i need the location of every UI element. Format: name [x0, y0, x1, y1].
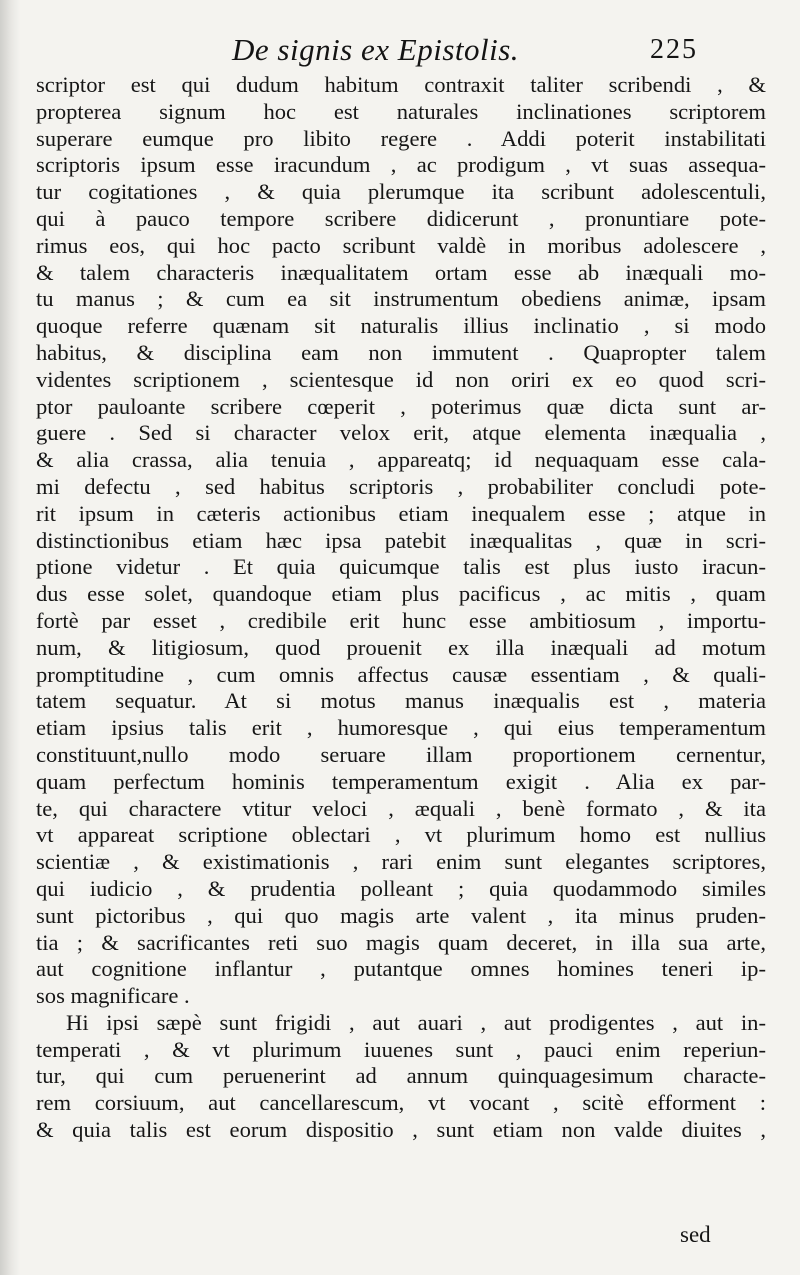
text-line: rit ipsum in cæteris actionibus etiam inequalem esse ; atque in [36, 500, 766, 526]
body-text [36, 72, 766, 1144]
text-line: Hi ipsi sæpè sunt frigidi , aut auari , aut prodigentes , aut in- [66, 1009, 766, 1035]
text-line: scriptoris ipsum esse iracundum , ac prodigum , vt suas assequa- [36, 152, 766, 178]
catchword: sed [680, 1222, 711, 1247]
text-line: scientiæ , & existimationis , rari enim sunt elegantes scriptores, [36, 849, 766, 875]
running-title: De signis ex Epistolis. [232, 32, 520, 67]
text-line: qui iudicio , & prudentia polleant ; quia quodammodo similes [36, 875, 766, 901]
text-line: promptitudine , cum omnis affectus causæ essentiam , & quali- [36, 661, 766, 687]
text-line: sunt pictoribus , qui quo magis arte valent , ita minus pruden- [36, 902, 766, 928]
text-line: videntes scriptionem , scientesque id non oriri ex eo quod scri- [36, 366, 766, 392]
text-line: guere . Sed si character velox erit, atque elementa inæqualia , [36, 420, 766, 446]
text-line: tur cogitationes , & quia plerumque ita scribunt adolescentuli, [36, 179, 766, 205]
text-line: tatem sequatur. At si motus manus inæqualis est , materia [36, 688, 766, 714]
text-line: rimus eos, qui hoc pacto scribunt valdè in moribus adolescere , [36, 232, 766, 258]
text-line: distinctionibus etiam hæc ipsa patebit inæqualitas , quæ in scri- [36, 527, 766, 553]
text-line: tu manus ; & cum ea sit instrumentum obediens animæ, ipsam [36, 286, 766, 312]
paragraph [36, 72, 766, 1010]
text-line: mi defectu , sed habitus scriptoris , probabiliter concludi pote- [36, 473, 766, 499]
text-line: vt appareat scriptione oblectari , vt plurimum homo est nullius [36, 822, 766, 848]
text-line: habitus, & disciplina eam non immutent . Quapropter talem [36, 339, 766, 365]
text-line: temperati , & vt plurimum iuuenes sunt , pauci enim reperiun- [36, 1036, 766, 1062]
text-line: aut cognitione inflantur , putantque omnes homines teneri ip- [36, 956, 766, 982]
text-line: superare eumque pro libito regere . Addi poterit instabilitati [36, 125, 766, 151]
text-line: constituunt,nullo modo seruare illam proportionem cernentur, [36, 741, 766, 767]
text-line: ptione videtur . Et quia quicumque talis est plus iusto iracun- [36, 554, 766, 580]
text-line: & talem characteris inæqualitatem ortam esse ab inæquali mo- [36, 259, 766, 285]
text-line: sos magnificare . [36, 983, 190, 1009]
page-header [0, 28, 800, 74]
text-line: qui à pauco tempore scribere didicerunt , pronuntiare pote- [36, 205, 766, 231]
text-line: tia ; & sacrificantes reti suo magis quam deceret, in illa sua arte, [36, 929, 766, 955]
text-line: quam perfectum hominis temperamentum exigit . Alia ex par- [36, 768, 766, 794]
text-line: fortè par esset , credibile erit hunc esse ambitiosum , importu- [36, 607, 766, 633]
paragraph [36, 1010, 766, 1144]
text-line: etiam ipsius talis erit , humoresque , qui eius temperamentum [36, 715, 766, 741]
binding-shadow [0, 0, 20, 1275]
text-line: & quia talis est eorum dispositio , sunt etiam non valde diuites , [36, 1117, 766, 1143]
text-line: num, & litigiosum, quod prouenit ex illa inæquali ad motum [36, 634, 766, 660]
text-line: propterea signum hoc est naturales inclinationes scriptorem [36, 98, 766, 124]
text-line: rem corsiuum, aut cancellarescum, vt vocant , scitè efforment : [36, 1090, 766, 1116]
text-line: quoque referre quænam sit naturalis illius inclinatio , si modo [36, 313, 766, 339]
text-line: dus esse solet, quandoque etiam plus pacificus , ac mitis , quam [36, 581, 766, 607]
page-number: 225 [650, 34, 698, 65]
text-line: ptor pauloante scribere cœperit , poterimus quæ dicta sunt ar- [36, 393, 766, 419]
text-line: scriptor est qui dudum habitum contraxit taliter scribendi , & [36, 72, 766, 97]
text-line: te, qui charactere vtitur veloci , æquali , benè formato , & ita [36, 795, 766, 821]
text-line: tur, qui cum peruenerint ad annum quinquagesimum characte- [36, 1063, 766, 1089]
text-line: & alia crassa, alia tenuia , appareatq; id nequaquam esse cala- [36, 447, 766, 473]
